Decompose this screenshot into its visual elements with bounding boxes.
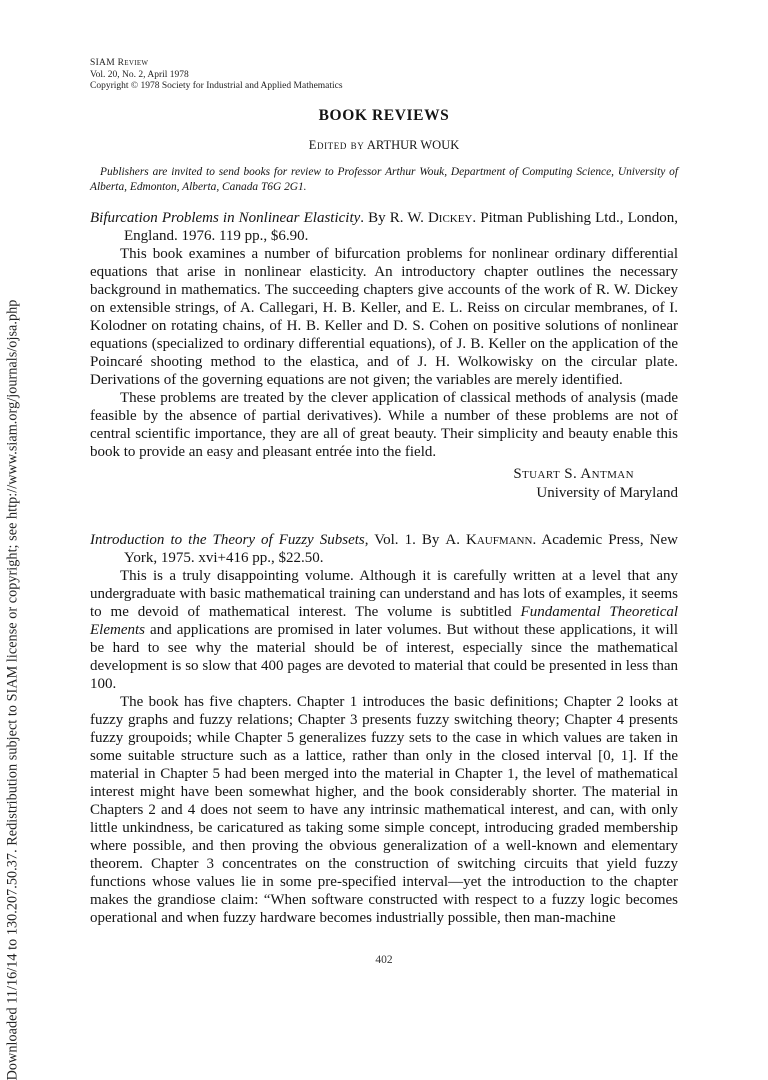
journal-header [90,58,678,93]
book-author: A. Kaufmann [445,531,533,548]
review-citation [90,209,678,245]
review-paragraph: This book examines a number of bifurcation problems for nonlinear ordinary differential equations that arise in nonlinear elasticity. An introductory chapter outlines the necessary background in mathematics. The succeeding chapters give accounts of the work of R. W. Dickey on extensible strings, of A. Callegari, H. B. Keller, and E. L. Reiss on circular membranes, of I. Kolodner on rotating chains, of H. B. Keller and D. S. Cohen on positive solutions of nonlinear equations (specialized to ordinary differential equations), of J. B. Keller on the application of the Poincaré shooting method to the elastica, and of J. H. Wolkowisky on the circular plate. Derivations of the governing equations are not given; the variables are merely identified. [90,245,678,388]
review-paragraph: The book has five chapters. Chapter 1 introduces the basic definitions; Chapter 2 looks at fuzzy graphs and fuzzy relations; Chapter 3 presents fuzzy switching theory; Chapter 4 presents fuzzy groupoids; while Chapter 5 generalizes fuzzy sets to the case in which values are taken in some suitable structure such as a lattice, rather than only in the closed interval [0, 1]. If the material in Chapter 5 had been merged into the material in Chapter 1, the level of mathematical interest might have been somewhat higher, and the book considerably shorter. The material in Chapters 2 and 4 does not seem to have any intrinsic mathematical interest, and can, with only little unkindness, be caricatured as taking some simple concept, introducing graded membership where possible, and then proving the obvious generalization of a well-known and elementary theorem. Chapter 3 concentrates on the construction of switching circuits that yield fuzzy functions whose values lie in some pre-specified interval—yet the introduction to the chapter makes the grandiose claim: “When software constructed with respect to a fuzzy logic becomes operational and when fuzzy hardware becomes industrially possible, then man-machine [90,693,678,926]
section-editor [90,138,678,153]
paragraph-text: This is a truly disappointing volume. Although it is carefully written at a level that any undergraduate with basic mathematical training can understand and has lots of examples, it seems to me devoid of mathematical interest. The volume is subtitled [90,567,678,620]
journal-page [90,58,678,927]
journal-volume: Vol. 20, No. 2, April 1978 [90,69,189,80]
journal-copyright: Copyright © 1978 Society for Industrial and Applied Mathematics [90,81,343,91]
book-title: Introduction to the Theory of Fuzzy Subsets [90,531,365,548]
review-paragraph [90,567,678,693]
download-watermark: Downloaded 11/16/14 to 130.207.50.37. Redistribution subject to SIAM license or copyright; see http://www.siam.org/journals/ojsa.php [4,299,21,1080]
book-subtitle: Fundamental Theoretical Elements [90,603,679,638]
paragraph-text: and applications are promised in later volumes. But without these applications, it will be hard to see why the material should be of interest, especially since the mathematical development is so slow that 400 pages are devoted to material that could be presented in less than 100. [90,621,678,692]
journal-name: SIAM Review [90,58,149,68]
reviewer-affiliation: University of Maryland [536,484,678,501]
reviewer-signature [90,465,678,503]
citation-by: , Vol. 1. By [364,531,440,548]
section-title: BOOK REVIEWS [318,106,450,124]
submission-notice: Publishers are invited to send books for review to Professor Arthur Wouk, Department of Computing Science, University of Alberta, Edmonton, Alberta, Canada T6G 2G1. [90,165,678,193]
review-fuzzy-subsets [90,531,678,927]
page-number: 402 [375,954,393,966]
review-bifurcation [90,209,678,503]
book-publisher: . Pitman Publishing Ltd., London, England. 1976. 119 pp., $6.90. [124,209,678,244]
book-author: R. W. Dickey [389,209,473,226]
citation-by: . By [360,209,386,226]
reviewer-name: Stuart S. Antman [513,465,634,482]
book-title: Bifurcation Problems in Nonlinear Elasticity [90,209,361,226]
book-publisher: . Academic Press, New York, 1975. xvi+416 pp., $22.50. [124,531,678,566]
review-citation [90,531,678,567]
editor-prefix: Edited by [308,137,365,152]
review-paragraph: These problems are treated by the clever application of classical methods of analysis (made feasible by the absence of partial derivatives). While a number of these problems are not of central scientific importance, they are all of great beauty. Their simplicity and beauty enable this book to provide an easy and pleasant entrée into the field. [90,389,678,460]
editor-name: ARTHUR WOUK [366,137,460,152]
download-watermark-strip [0,0,26,1080]
